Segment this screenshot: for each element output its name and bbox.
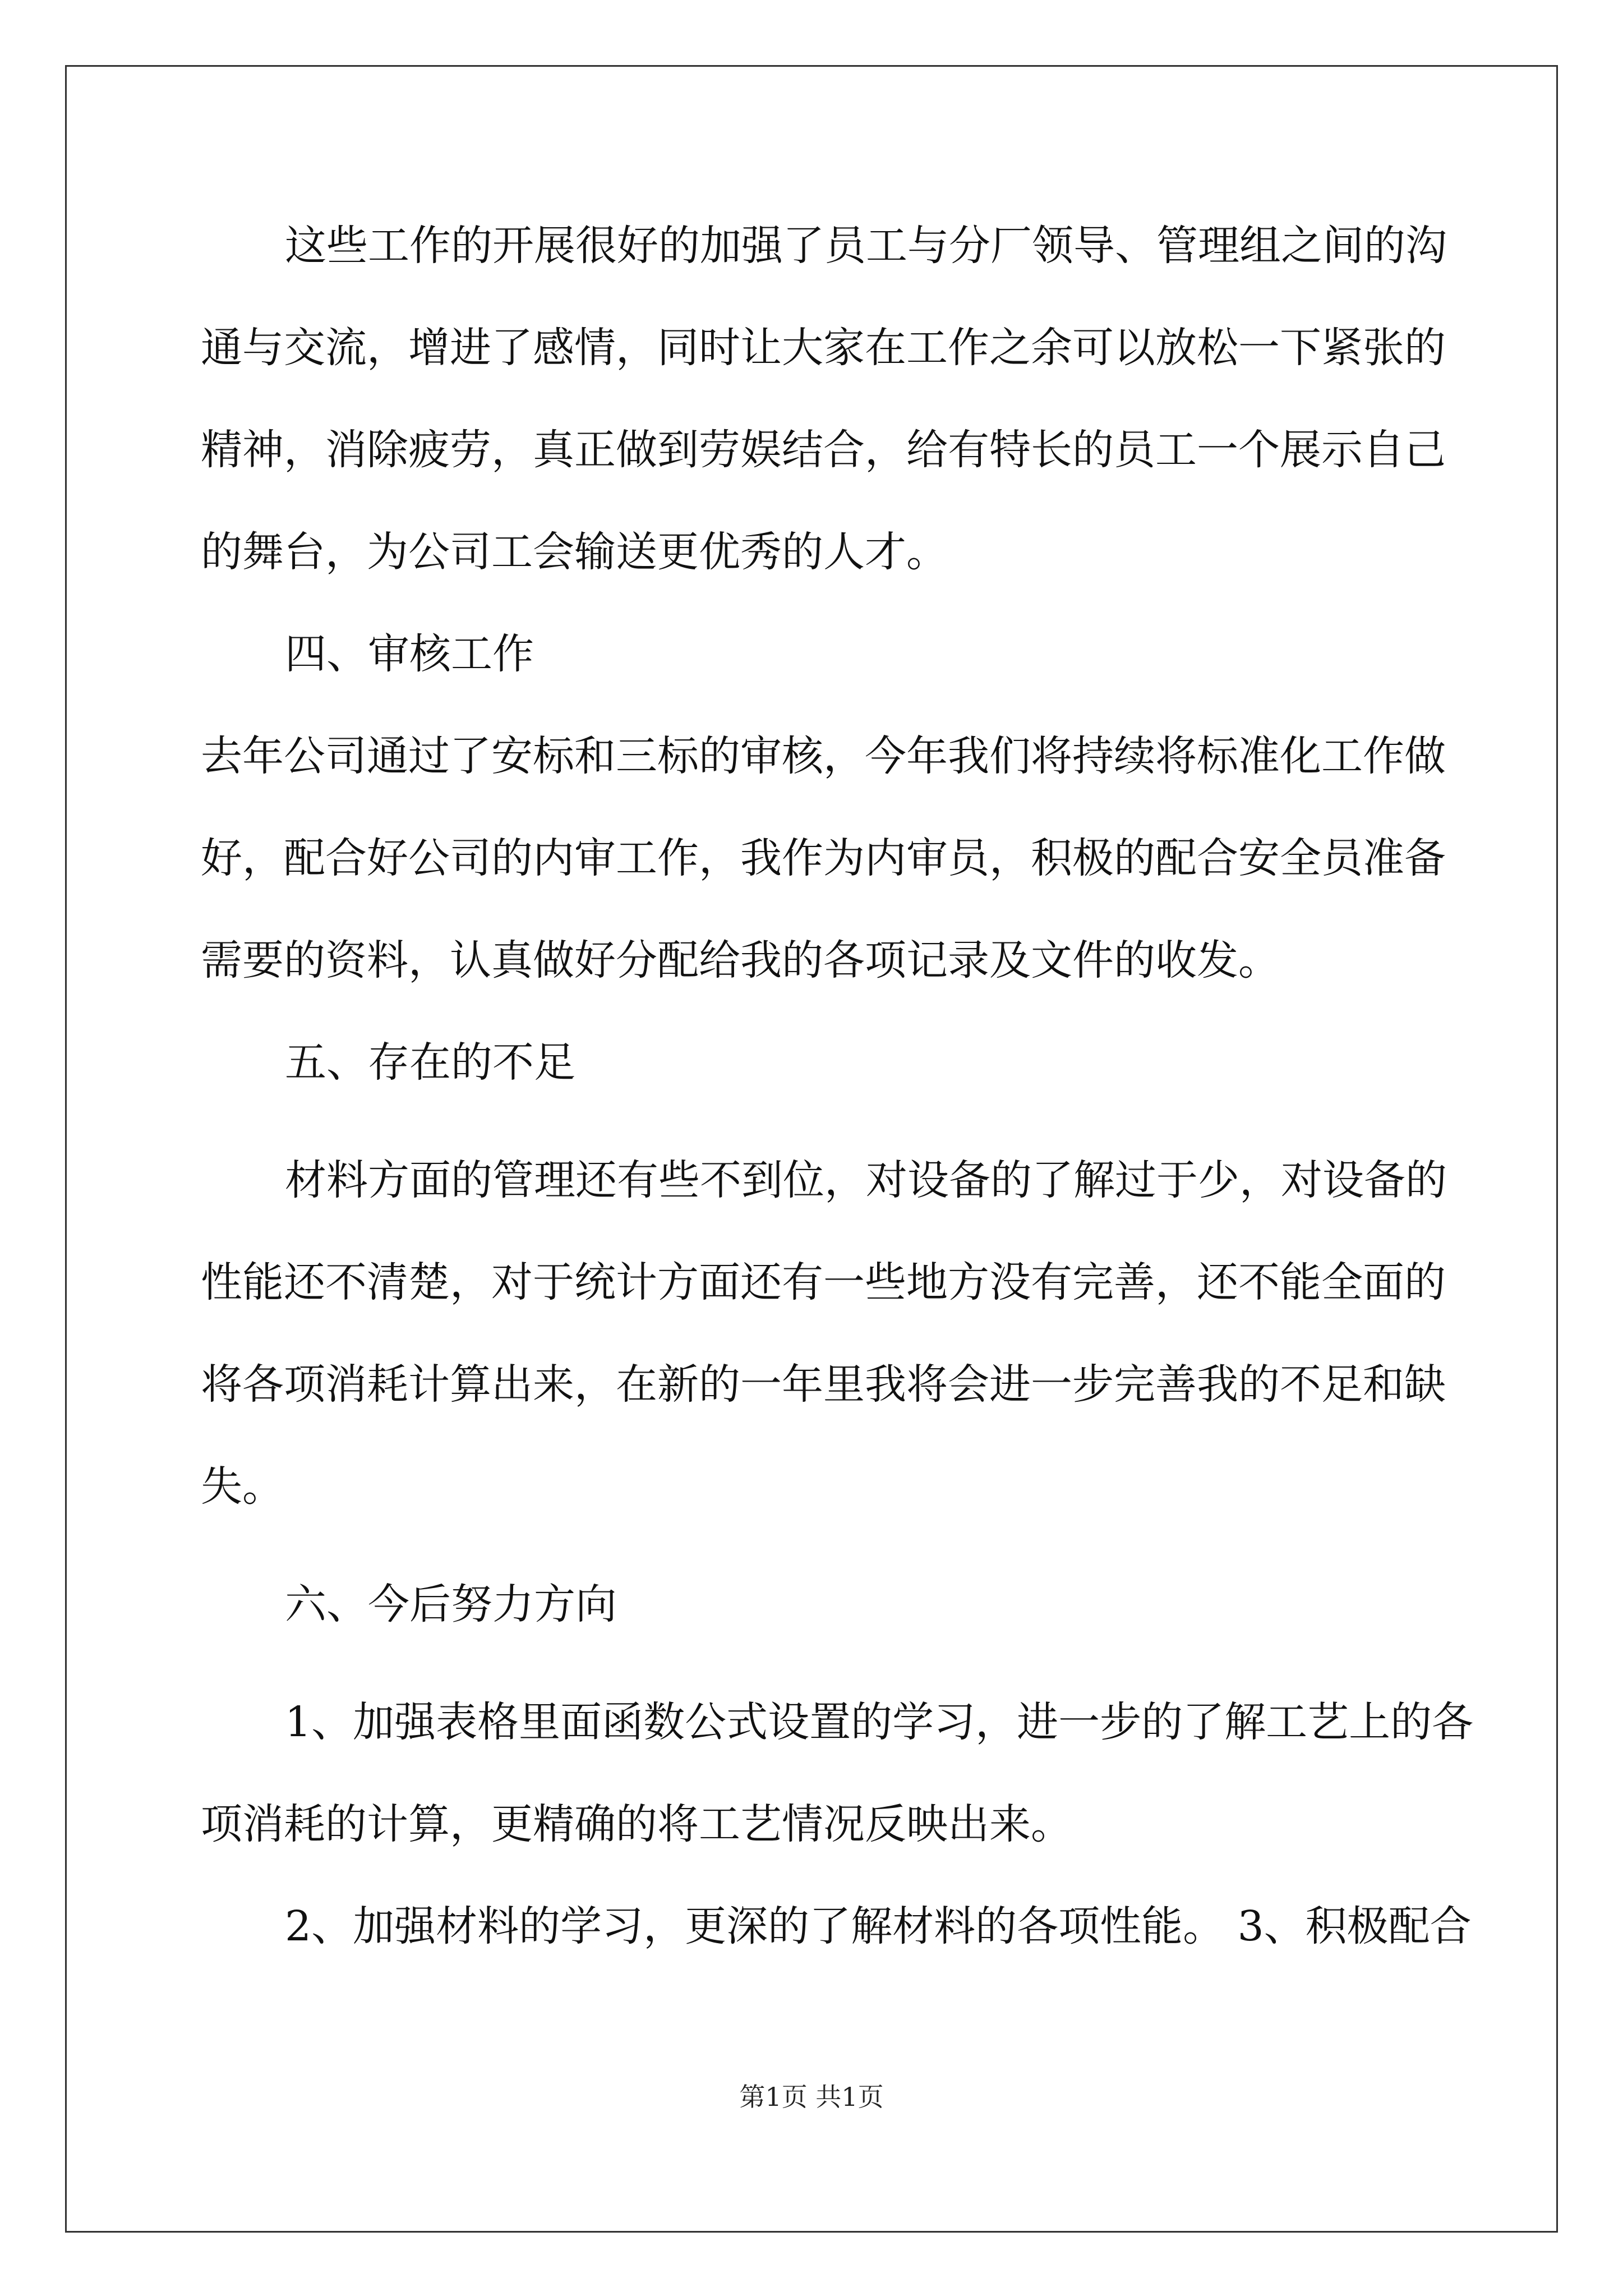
paragraph-line: 失。 [201, 1462, 284, 1511]
section-heading: 五、存在的不足 [285, 1038, 575, 1087]
paragraph-line: 项消耗的计算，更精确的将工艺情况反映出来。 [201, 1800, 1072, 1848]
section-heading: 四、审核工作 [285, 630, 534, 678]
paragraph-line: 性能还不清楚，对于统计方面还有一些地方没有完善，还不能全面的 [201, 1258, 1446, 1306]
paragraph-line: 需要的资料，认真做好分配给我的各项记录及文件的收发。 [201, 936, 1280, 984]
paragraph-line: 精神，消除疲劳，真正做到劳娱结合，给有特长的员工一个展示自己 [201, 426, 1446, 474]
paragraph-line: 将各项消耗计算出来，在新的一年里我将会进一步完善我的不足和缺 [201, 1360, 1446, 1409]
paragraph-line: 1、加强表格里面函数公式设置的学习，进一步的了解工艺上的各 [285, 1698, 1474, 1746]
paragraph-line: 好，配合好公司的内审工作，我作为内审员，积极的配合安全员准备 [201, 834, 1446, 882]
paragraph-line: 去年公司通过了安标和三标的审核，今年我们将持续将标准化工作做 [201, 732, 1446, 780]
paragraph-line: 的舞台，为公司工会输送更优秀的人才。 [201, 528, 948, 576]
page-number-footer: 第1页 共1页 [739, 2082, 884, 2112]
paragraph-line: 2、加强材料的学习，更深的了解材料的各项性能。 3、积极配合 [285, 1902, 1472, 1950]
section-heading: 六、今后努力方向 [285, 1580, 617, 1628]
paragraph-line: 这些工作的开展很好的加强了员工与分厂领导、管理组之间的沟 [285, 222, 1447, 270]
paragraph-line: 材料方面的管理还有些不到位，对设备的了解过于少，对设备的 [285, 1156, 1447, 1204]
paragraph-line: 通与交流，增进了感情，同时让大家在工作之余可以放松一下紧张的 [201, 324, 1446, 372]
